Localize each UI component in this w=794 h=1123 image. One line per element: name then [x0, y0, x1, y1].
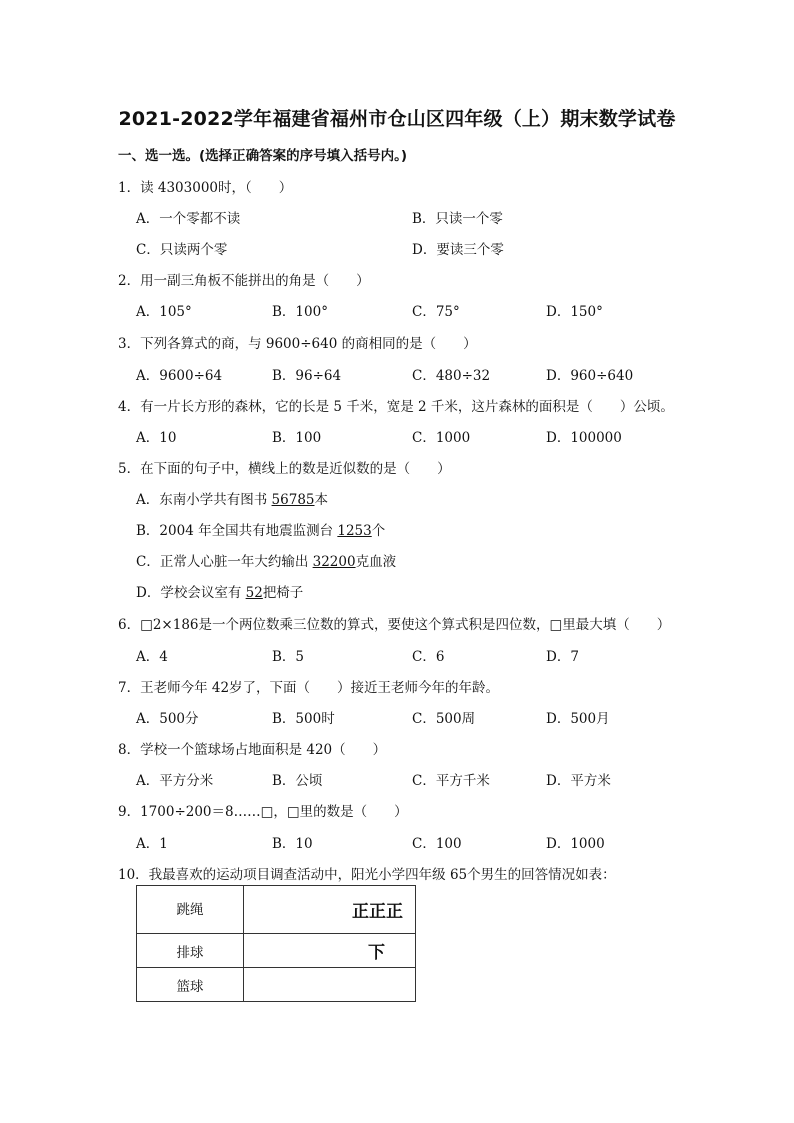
- q7-option-b: B．500时: [272, 711, 335, 727]
- tally-marks: 正正正: [244, 886, 416, 934]
- q5-b-unit: 个: [371, 523, 386, 539]
- q7-option-c: C．500周: [412, 711, 476, 727]
- exam-title: 2021-2022学年福建省福州市仓山区四年级（上）期末数学试卷: [118, 108, 676, 130]
- q5-option-a: [136, 488, 328, 508]
- q1-option-d: D．要读三个零: [412, 242, 504, 258]
- q5-option-b: [136, 519, 385, 539]
- q2-option-d: D．150°: [546, 304, 603, 320]
- q9-option-b: B．10: [272, 836, 313, 852]
- q5-d-text: D．学校会议室有: [136, 585, 246, 601]
- tally-table: [136, 885, 416, 1002]
- section-heading: 一、选一选。(选择正确答案的序号填入括号内。): [118, 148, 408, 164]
- sport-name: 跳绳: [137, 886, 244, 934]
- q5-c-text: C．正常人心脏一年大约输出: [136, 554, 313, 570]
- q4-option-d: D．100000: [546, 430, 622, 446]
- question-9-stem: 9．1700÷200＝8……□，□里的数是（ ）: [118, 804, 408, 820]
- question-1-stem: 1．读 4303000时，（ ）: [118, 180, 293, 196]
- q4-option-a: A．10: [136, 430, 177, 446]
- question-7-stem: 7．王老师今年 42岁了，下面（ ）接近王老师今年的年龄。: [118, 680, 500, 696]
- table-row: [137, 886, 416, 934]
- sport-name: 排球: [137, 934, 244, 968]
- q5-a-unit: 本: [314, 492, 328, 508]
- q1-option-c: C．只读两个零: [136, 242, 228, 258]
- q5-c-underlined-number: 32200: [312, 554, 356, 570]
- q5-b-text: B．2004 年全国共有地震监测台: [136, 523, 338, 539]
- q2-option-b: B．100°: [272, 304, 328, 320]
- q6-option-d: D．7: [546, 649, 579, 665]
- q8-option-b: B．公顷: [272, 773, 323, 789]
- q6-option-b: B．5: [272, 649, 305, 665]
- table-row: [137, 968, 416, 1002]
- q4-option-c: C．1000: [412, 430, 471, 446]
- question-2-stem: 2．用一副三角板不能拼出的角是（ ）: [118, 273, 370, 289]
- q1-option-b: B．只读一个零: [412, 211, 503, 227]
- q5-option-d: [136, 581, 303, 601]
- q4-option-b: B．100: [272, 430, 322, 446]
- q9-option-a: A．1: [136, 836, 168, 852]
- q5-a-underlined-number: 56785: [271, 492, 315, 508]
- q5-option-c: [136, 550, 396, 570]
- q3-option-a: A．9600÷64: [136, 368, 223, 384]
- q5-b-underlined-number: 1253: [337, 523, 372, 539]
- question-3-stem: 3．下列各算式的商，与 9600÷640 的商相同的是（ ）: [118, 336, 477, 352]
- q3-option-d: D．960÷640: [546, 368, 634, 384]
- q5-a-text: A．东南小学共有图书: [136, 492, 272, 508]
- q5-d-unit: 把椅子: [262, 585, 304, 601]
- question-10-stem: 10．我最喜欢的运动项目调查活动中，阳光小学四年级 65个男生的回答情况如表：: [118, 867, 616, 883]
- q5-c-unit: 克血液: [355, 554, 397, 570]
- question-8-stem: 8．学校一个篮球场占地面积是 420（ ）: [118, 742, 387, 758]
- q9-option-c: C．100: [412, 836, 462, 852]
- q8-option-c: C．平方千米: [412, 773, 490, 789]
- q8-option-d: D．平方米: [546, 773, 611, 789]
- q7-option-a: A．500分: [136, 711, 199, 727]
- table-row: [137, 934, 416, 968]
- question-5-stem: 5．在下面的句子中，横线上的数是近似数的是（ ）: [118, 461, 451, 477]
- q3-option-b: B．96÷64: [272, 368, 342, 384]
- q1-option-a: A．一个零都不读: [136, 211, 241, 227]
- tally-marks: [244, 968, 416, 1002]
- q7-option-d: D．500月: [546, 711, 610, 727]
- q9-option-d: D．1000: [546, 836, 605, 852]
- question-4-stem: 4．有一片长方形的森林，它的长是 5 千米，宽是 2 千米，这片森林的面积是（ ）公顷。: [118, 399, 674, 415]
- q5-d-underlined-number: 52: [245, 585, 263, 601]
- sport-name: 篮球: [137, 968, 244, 1002]
- q3-option-c: C．480÷32: [412, 368, 491, 384]
- q8-option-a: A．平方分米: [136, 773, 214, 789]
- question-6-stem: 6．□2×186是一个两位数乘三位数的算式，要使这个算式积是四位数，□里最大填（ ）: [118, 617, 671, 633]
- q2-option-c: C．75°: [412, 304, 460, 320]
- q6-option-a: A．4: [136, 649, 168, 665]
- q2-option-a: A．105°: [136, 304, 192, 320]
- tally-marks: 下: [244, 934, 416, 968]
- q6-option-c: C．6: [412, 649, 445, 665]
